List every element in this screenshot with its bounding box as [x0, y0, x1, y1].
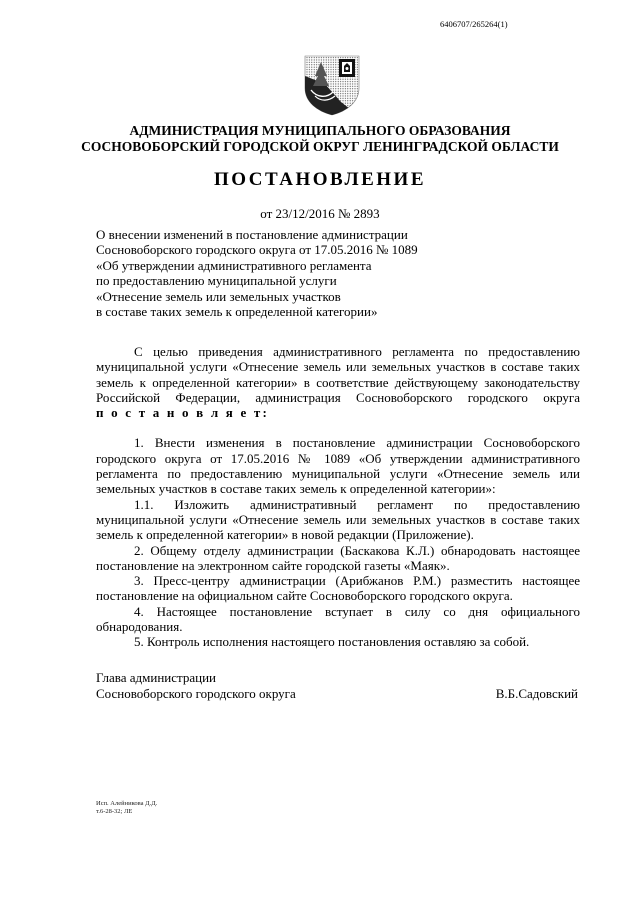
item-4: 4. Настоящее постановление вступает в силу со дня официального обнародования.	[96, 603, 580, 635]
document-date-number: от 23/12/2016 № 2893	[260, 206, 380, 221]
org-line-2: СОСНОВОБОРСКИЙ ГОРОДСКОЙ ОКРУГ ЛЕНИНГРАДСКОЙ ОБЛАСТИ	[81, 139, 559, 154]
item-1: 1. Внести изменения в постановление администрации Сосновоборского городского округа от 17.05.2016 № 1089 «Об утверждении административного регламента по предоставлению муниципальной услуги «Отнесение земель или земельных участков в составе таких земель к определенной категории»:	[96, 435, 580, 497]
resolves-word: п о с т а н о в л я е т:	[96, 405, 270, 421]
subject-line: О внесении изменений в постановление администрации	[96, 227, 408, 242]
subject-line: по предоставлению муниципальной услуги	[96, 273, 337, 289]
signatory-name: В.Б.Садовский	[495, 686, 578, 701]
subject-line: Сосновоборского городского округа от 17.05.2016 № 1089	[96, 242, 418, 258]
preamble-paragraph	[96, 344, 580, 405]
document-registration-number: 6406707/265264(1)	[440, 19, 508, 29]
item-3: 3. Пресс-центру администрации (Арибжанов Р.М.) разместить настоящее постановление на официальном сайте Сосновоборского городского округа.	[96, 573, 580, 604]
item-1-1: 1.1. Изложить административный регламент по предоставлению муниципальной услуги «Отнесение земель или земельных участков в составе таких земель к определенной категории» в новой редакции (Приложение).	[96, 496, 580, 543]
organization-heading	[0, 123, 640, 155]
item-2: 2. Общему отделу администрации (Баскакова К.Л.) обнародовать настоящее постановление на электронном сайте городской газеты «Маяк».	[96, 542, 580, 573]
document-body	[96, 344, 580, 650]
org-line-1: АДМИНИСТРАЦИЯ МУНИЦИПАЛЬНОГО ОБРАЗОВАНИЯ	[129, 123, 511, 138]
signatory-position-line-2: Сосновоборского городского округа	[96, 686, 296, 701]
signature-block	[96, 670, 580, 702]
preamble-text: С целью приведения административного регламента по предоставлению муниципальной услуги «Отнесение земель или земельных участков в составе таких земель к определенной категории» в соответствие действующему законодательству Российской Федерации, администрация Сосновоборского городского округа	[96, 344, 580, 405]
subject-line: в составе таких земель к определенной категории»	[96, 304, 378, 320]
subject-line: «Отнесение земель или земельных участков	[96, 288, 341, 304]
coat-of-arms-emblem	[301, 54, 363, 116]
signatory-position-line-1: Глава администрации	[96, 670, 217, 685]
resolves-line	[96, 405, 580, 420]
executor-footer	[96, 800, 157, 816]
document-subject	[96, 227, 418, 319]
document-title: ПОСТАНОВЛЕНИЕ	[213, 169, 427, 190]
item-5: 5. Контроль исполнения настоящего постановления оставляю за собой.	[134, 634, 530, 650]
subject-line: «Об утверждении административного регламента	[96, 257, 372, 273]
executor-name: Исп. Алейникова Д.Д.	[96, 800, 158, 807]
executor-phone: т.6-28-32; ЛЕ	[96, 808, 133, 815]
